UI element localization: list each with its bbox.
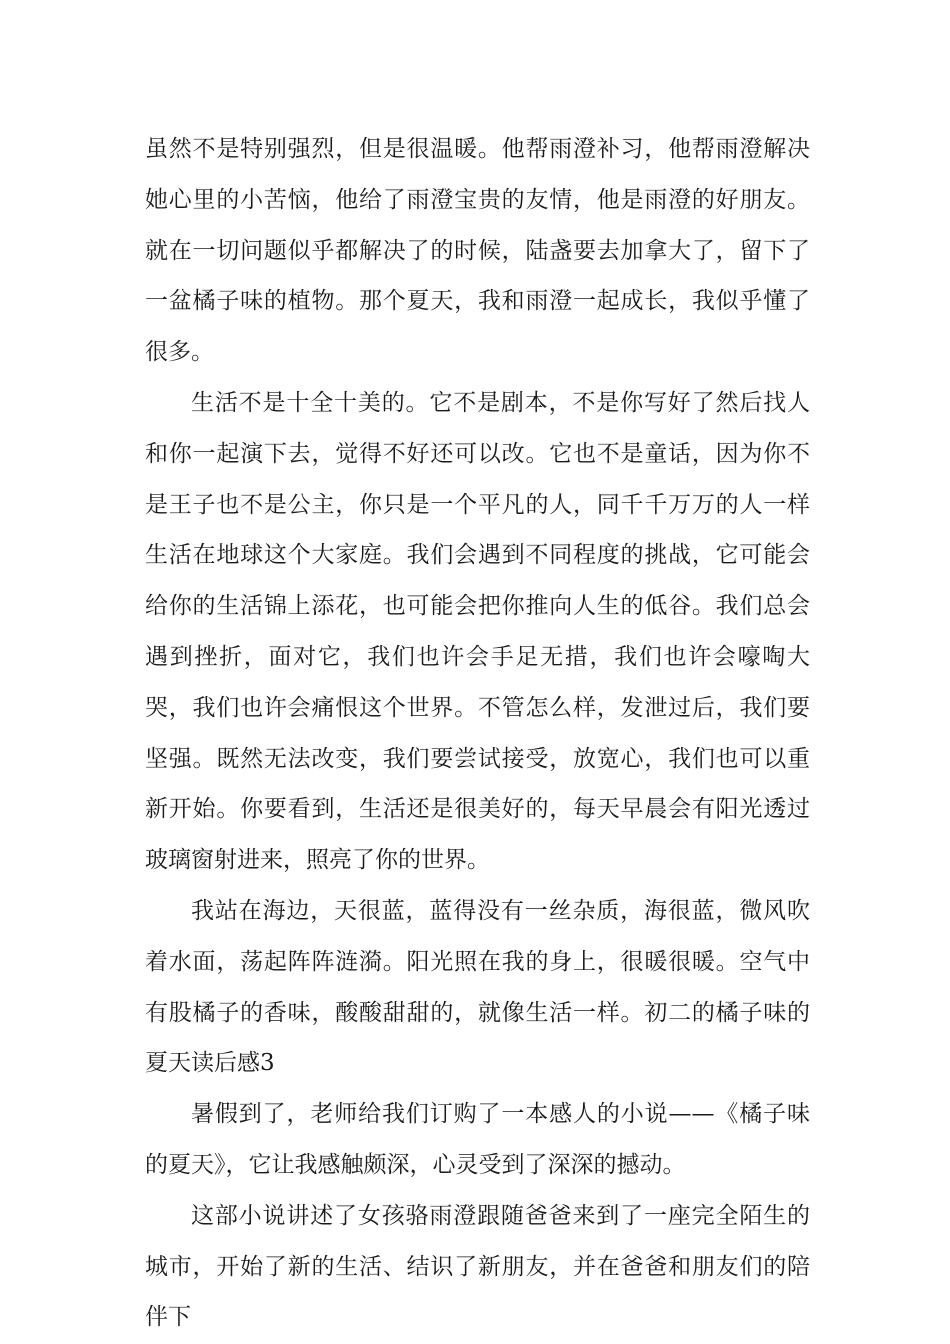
document-body (145, 124, 810, 1343)
paragraph: 生活不是十全十美的。它不是剧本，不是你写好了然后找人和你一起演下去，觉得不好还可以改。它也不是童话，因为你不是王子也不是公主，你只是一个平凡的人，同千千万万的人一样生活在地球这个大家庭。我们会遇到不同程度的挑战，它可能会给你的生活锦上添花，也可能会把你推向人生的低谷。我们总会遇到挫折，面对它，我们也许会手足无措，我们也许会嚎啕大哭，我们也许会痛恨这个世界。不管怎么样，发泄过后，我们要坚强。既然无法改变，我们要尝试接受，放宽心，我们也可以重新开始。你要看到，生活还是很美好的，每天早晨会有阳光透过玻璃窗射进来，照亮了你的世界。 (145, 389, 810, 874)
paragraph: 我站在海边，天很蓝，蓝得没有一丝杂质，海很蓝，微风吹着水面，荡起阵阵涟漪。阳光照在我的身上，很暖很暖。空气中有股橘子的香味，酸酸甜甜的，就像生活一样。初二的橘子味的夏天读后感3 (145, 897, 810, 1077)
paragraph: 暑假到了，老师给我们订购了一本感人的小说——《橘子味的夏天》，它让我感触颇深，心灵受到了深深的撼动。 (145, 1101, 810, 1178)
paragraph-continued: 虽然不是特别强烈，但是很温暖。他帮雨澄补习，他帮雨澄解决她心里的小苦恼，他给了雨澄宝贵的友情，他是雨澄的好朋友。就在一切问题似乎都解决了的时候，陆盏要去加拿大了，留下了一盆橘子味的植物。那个夏天，我和雨澄一起成长，我似乎懂了很多。 (145, 136, 810, 366)
paragraph: 这部小说讲述了女孩骆雨澄跟随爸爸来到了一座完全陌生的城市，开始了新的生活、结识了新朋友，并在爸爸和朋友们的陪伴下 (145, 1202, 810, 1331)
